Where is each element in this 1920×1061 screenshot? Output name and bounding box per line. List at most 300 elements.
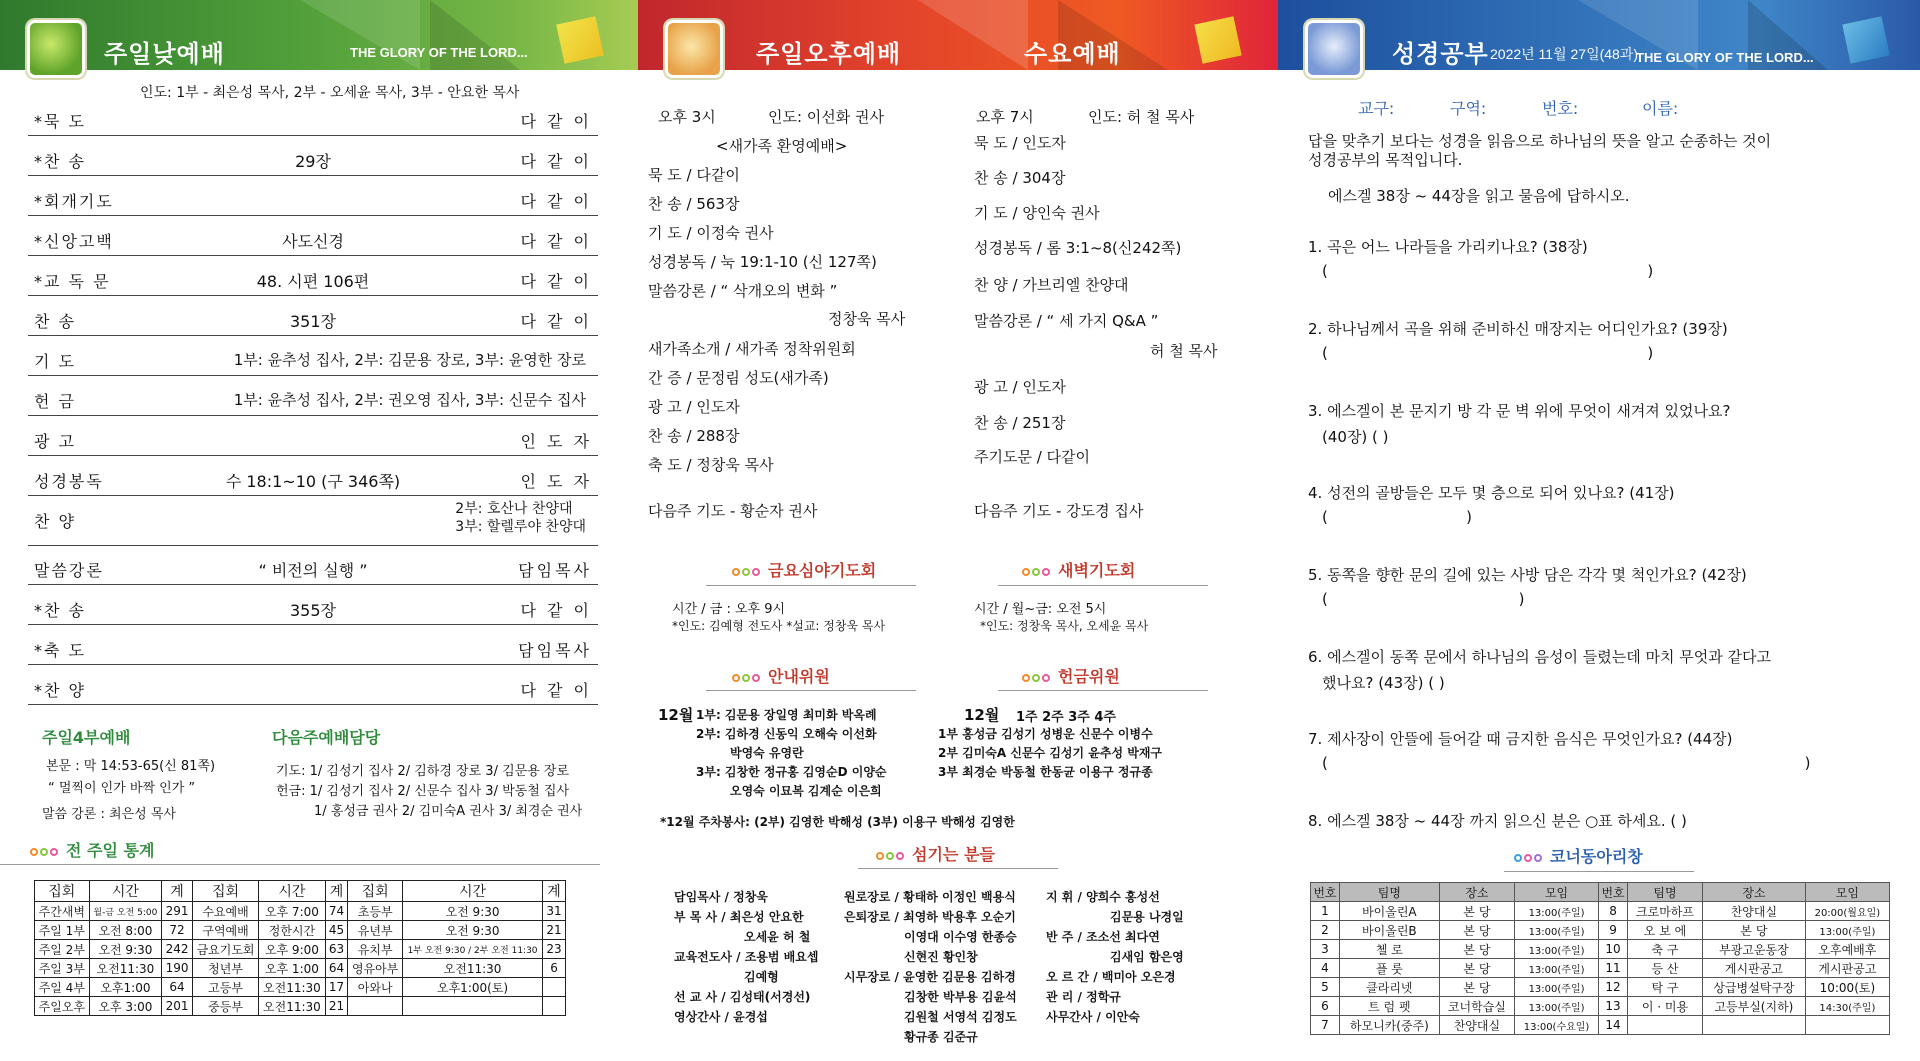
answer-blank: ( ) xyxy=(1322,262,1654,280)
servant-line: 김원철 서영석 김정도 xyxy=(904,1010,1017,1024)
stats-header: 시간 xyxy=(259,881,325,902)
club-cell: 13:00(주일) xyxy=(1514,997,1598,1016)
club-cell: 오 보 에 xyxy=(1627,921,1702,940)
wednesday-time: 오후 7시 xyxy=(976,108,1034,126)
table-row xyxy=(1311,997,1890,1016)
usher-line: 2부: 김하경 신동익 오해숙 이선화 xyxy=(696,727,877,741)
afternoon-header xyxy=(638,0,1278,70)
order-label: 광 고 xyxy=(34,432,76,451)
stats-cell: 64 xyxy=(162,978,193,997)
stats-header: 집회 xyxy=(192,881,258,902)
answer-blank: ( ) xyxy=(1322,508,1472,526)
instruction: 에스겔 38장 ~ 44장을 읽고 물음에 답하시오. xyxy=(1328,187,1630,205)
afternoon-wednesday-panel xyxy=(638,0,1278,1061)
usher-line: 3부: 김창한 정규홍 김영순D 이양순 xyxy=(696,765,887,779)
afternoon-item: 찬 송 / 288장 xyxy=(648,427,740,445)
table-row xyxy=(35,978,566,997)
wednesday-item: 주기도문 / 다같이 xyxy=(974,448,1091,466)
table-row xyxy=(35,997,566,1016)
order-label: 말씀강론 xyxy=(34,561,104,580)
next-week-line: 헌금: 1/ 김성기 집사 2/ 신문수 집사 3/ 박동철 집사 xyxy=(276,784,570,799)
stats-cell: 주간새벽 xyxy=(35,902,90,921)
dawn-line: 시간 / 월~금: 오전 5시 xyxy=(974,602,1107,617)
club-header: 번호 xyxy=(1311,883,1340,902)
servant-line: 부 목 사 / 최은성 안요한 xyxy=(674,910,804,924)
wednesday-item: 찬 송 / 304장 xyxy=(974,169,1066,187)
study-date: 2022년 11월 27일(48과) xyxy=(1490,46,1639,62)
servant-line: 영상간사 / 윤경섭 xyxy=(674,1010,768,1024)
order-right: 다 같 이 xyxy=(520,152,592,171)
question: 6. 에스겔이 동쪽 문에서 하나님의 음성이 들렸는데 마치 무엇과 같다고 xyxy=(1308,648,1771,666)
table-row xyxy=(35,959,566,978)
order-right: 담임목사 xyxy=(518,561,592,580)
stats-cell: 오전11:30 xyxy=(259,997,325,1016)
wednesday-leader: 인도: 허 철 목사 xyxy=(1088,108,1195,126)
order-label: *찬 송 xyxy=(34,152,86,171)
answer-blank: ( ) xyxy=(1322,590,1525,608)
sunday-morning-panel xyxy=(0,0,638,1061)
order-right: 다 같 이 xyxy=(520,192,592,211)
stats-cell: 오후1:00 xyxy=(89,978,162,997)
servant-line: 은퇴장로 / 최영하 박용후 오순기 xyxy=(844,910,1016,924)
stats-heading: 전 주일 통계 xyxy=(30,838,154,861)
order-detail: 48. 시편 106편 xyxy=(256,272,370,291)
stats-cell: 64 xyxy=(325,959,348,978)
dots-icon xyxy=(1022,561,1052,580)
next-week-line: 기도: 1/ 김성기 집사 2/ 김하경 장로 3/ 김문용 장로 xyxy=(276,764,570,779)
servant-line: 김예형 xyxy=(744,970,779,984)
wednesday-item: 말씀강론 / “ 세 가지 Q&A ” xyxy=(974,312,1159,330)
question: 8. 에스겔 38장 ~ 44장 까지 읽으신 분은 ○표 하세요. ( ) xyxy=(1308,812,1687,830)
club-cell: 본 당 xyxy=(1439,978,1514,997)
afternoon-item: 말씀강론 / “ 삭개오의 변화 ” xyxy=(648,282,838,300)
afternoon-leader: 인도: 이선화 권사 xyxy=(768,108,885,126)
stats-cell: 21 xyxy=(325,997,348,1016)
stats-cell: 오전 9:30 xyxy=(402,921,542,940)
order-label: 찬 송 xyxy=(34,312,76,331)
club-cell: 12 xyxy=(1599,978,1628,997)
table-row xyxy=(1311,921,1890,940)
stats-cell: 72 xyxy=(162,921,193,940)
decor-square xyxy=(1842,16,1889,63)
servant-line: 사무간사 / 이안숙 xyxy=(1046,1010,1140,1024)
club-header: 팀명 xyxy=(1627,883,1702,902)
afternoon-item: 성경봉독 / 눅 19:1-10 (신 127쪽) xyxy=(648,253,877,271)
sunday-morning-header xyxy=(0,0,638,70)
stats-cell xyxy=(348,997,403,1016)
club-cell: 13:00(주일) xyxy=(1514,959,1598,978)
stats-cell: 6 xyxy=(543,959,566,978)
stats-cell: 오전 9:30 xyxy=(89,940,162,959)
order-label: *교 독 문 xyxy=(34,272,111,291)
stats-cell: 190 xyxy=(162,959,193,978)
order-label: *찬 양 xyxy=(34,681,86,700)
order-label: *묵 도 xyxy=(34,112,86,131)
stats-cell: 오후1:00(토) xyxy=(402,978,542,997)
stats-cell: 유치부 xyxy=(348,940,403,959)
intro-line: 성경공부의 목적입니다. xyxy=(1308,151,1463,169)
stats-cell: 45 xyxy=(325,921,348,940)
afternoon-item: 정창욱 목사 xyxy=(828,310,906,328)
order-row xyxy=(28,218,598,256)
club-cell: 13 xyxy=(1599,997,1628,1016)
order-label: *축 도 xyxy=(34,641,86,660)
club-cell: 13:00(주일) xyxy=(1514,902,1598,921)
decor-square xyxy=(1194,16,1241,63)
servant-line: 지 휘 / 양희수 홍성선 xyxy=(1046,890,1160,904)
stats-cell: 주일오후 xyxy=(35,997,90,1016)
club-cell: 10:00(토) xyxy=(1805,978,1889,997)
fourth-service-line: “ 멀찍이 인가 바짝 인가 ” xyxy=(48,781,196,796)
question: 2. 하나님께서 곡을 위해 준비하신 매장지는 어디인가요? (39장) xyxy=(1308,320,1728,338)
order-label: *신앙고백 xyxy=(34,232,114,251)
stats-cell: 월-금 오전 5:00 xyxy=(89,902,162,921)
dawn-line: *인도: 정창욱 목사, 오세윤 목사 xyxy=(980,619,1149,633)
order-label: 헌 금 xyxy=(34,392,76,411)
dots-icon xyxy=(732,561,762,580)
stats-header: 계 xyxy=(325,881,348,902)
club-cell: 5 xyxy=(1311,978,1340,997)
leaf-icon xyxy=(27,20,85,78)
servant-line: 김문용 나경일 xyxy=(1110,910,1184,924)
answer-blank: (40장) ( ) xyxy=(1322,428,1389,446)
servant-line: 김창한 박부용 김윤석 xyxy=(904,990,1017,1004)
club-cell: 본 당 xyxy=(1703,921,1806,940)
dots-icon xyxy=(1514,847,1544,866)
usher-line: 박영숙 유영란 xyxy=(730,746,804,760)
afternoon-item: 간 증 / 문정림 성도(새가족) xyxy=(648,369,829,387)
stats-cell: 영유아부 xyxy=(348,959,403,978)
order-detail: “ 비전의 실행 ” xyxy=(258,561,368,580)
wednesday-item: 광 고 / 인도자 xyxy=(974,378,1066,396)
stats-cell: 수요예배 xyxy=(192,902,258,921)
club-cell: 상급병설탁구장 xyxy=(1703,978,1806,997)
table-row xyxy=(1311,978,1890,997)
order-right xyxy=(455,500,586,536)
club-cell: 바이올린A xyxy=(1339,902,1439,921)
ushers-month: 12월 xyxy=(658,706,694,724)
friday-heading: 금요심야기도회 xyxy=(732,558,876,581)
club-cell xyxy=(1703,1016,1806,1035)
order-label: *찬 송 xyxy=(34,601,86,620)
club-cell: 하모니카(중주) xyxy=(1339,1016,1439,1035)
stats-cell: 주일 2부 xyxy=(35,940,90,959)
club-cell: 축 구 xyxy=(1627,940,1702,959)
afternoon-item: 묵 도 / 다같이 xyxy=(648,166,740,184)
club-cell: 본 당 xyxy=(1439,921,1514,940)
tagline: THE GLORY OF THE LORD... xyxy=(1636,50,1814,65)
stats-header: 시간 xyxy=(89,881,162,902)
club-cell: 크로마하프 xyxy=(1627,902,1702,921)
dots-icon xyxy=(732,667,762,686)
stats-header: 계 xyxy=(162,881,193,902)
tagline: THE GLORY OF THE LORD... xyxy=(350,45,528,60)
stats-cell: 오후 3:00 xyxy=(89,997,162,1016)
club-cell: 13:00(수요일) xyxy=(1514,1016,1598,1035)
field-name: 이름: xyxy=(1642,99,1679,118)
club-header: 장소 xyxy=(1703,883,1806,902)
club-cell: 10 xyxy=(1599,940,1628,959)
order-row xyxy=(28,258,598,296)
club-cell: 첼 로 xyxy=(1339,940,1439,959)
field-parish: 교구: xyxy=(1358,99,1395,118)
club-cell: 13:00(주일) xyxy=(1514,978,1598,997)
club-cell: 플 룻 xyxy=(1339,959,1439,978)
answer-blank: ( ) xyxy=(1322,754,1811,772)
table-row xyxy=(35,940,566,959)
servant-line: 선 교 사 / 김성태(서경선) xyxy=(674,990,811,1004)
order-right: 다 같 이 xyxy=(520,681,592,700)
club-cell: 고등부실(지하) xyxy=(1703,997,1806,1016)
order-right: 담임목사 xyxy=(518,641,592,660)
fourth-service-line: 말씀 강론 : 최은성 목사 xyxy=(42,807,176,822)
order-label: *회개기도 xyxy=(34,192,114,211)
stats-cell: 오후 7:00 xyxy=(259,902,325,921)
club-cell: 13:00(주일) xyxy=(1514,921,1598,940)
question: 7. 제사장이 안뜰에 들어갈 때 금지한 음식은 무엇인가요? (44장) xyxy=(1308,730,1733,748)
stats-header: 집회 xyxy=(35,881,90,902)
order-label: 성경봉독 xyxy=(34,472,104,491)
order-right: 다 같 이 xyxy=(520,601,592,620)
afternoon-subtitle: <새가족 환영예배> xyxy=(716,137,848,155)
stats-cell: 1부 오전 9:30 / 2부 오전 11:30 xyxy=(402,940,542,959)
club-cell: 3 xyxy=(1311,940,1340,959)
wednesday-item: 기 도 / 양인숙 권사 xyxy=(974,204,1100,222)
servant-line: 시무장로 / 윤영한 김문용 김하경 xyxy=(844,970,1016,984)
order-right: 다 같 이 xyxy=(520,112,592,131)
afternoon-item: 축 도 / 정창욱 목사 xyxy=(648,456,774,474)
stats-cell: 오후 1:00 xyxy=(259,959,325,978)
stats-cell: 청년부 xyxy=(192,959,258,978)
stats-cell xyxy=(543,997,566,1016)
club-cell: 2 xyxy=(1311,921,1340,940)
wednesday-title: 수요예배 xyxy=(1024,40,1121,68)
club-heading: 코너동아리창 xyxy=(1514,844,1643,867)
order-right: 1부: 윤추성 집사, 2부: 김문용 장로, 3부: 윤영한 장로 xyxy=(233,351,586,369)
order-right: 인 도 자 xyxy=(520,432,592,451)
stats-cell: 고등부 xyxy=(192,978,258,997)
order-row xyxy=(28,667,598,705)
club-cell: 탁 구 xyxy=(1627,978,1702,997)
order-right: 다 같 이 xyxy=(520,312,592,331)
club-cell: 찬양대실 xyxy=(1439,1016,1514,1035)
ushers-heading: 안내위원 xyxy=(732,664,830,687)
club-cell: 본 당 xyxy=(1439,902,1514,921)
friday-line: 시간 / 금 : 오후 9시 xyxy=(672,602,786,617)
stats-cell: 63 xyxy=(325,940,348,959)
order-detail: 355장 xyxy=(290,601,336,620)
club-cell: 부광고운동장 xyxy=(1703,940,1806,959)
order-detail: 351장 xyxy=(290,312,336,331)
servant-line: 신현진 황인창 xyxy=(904,950,978,964)
dots-icon xyxy=(1022,667,1052,686)
order-row xyxy=(28,98,598,136)
servant-line: 담임목사 / 정창욱 xyxy=(674,890,768,904)
club-cell: 20:00(월요일) xyxy=(1805,902,1889,921)
stats-cell: 유년부 xyxy=(348,921,403,940)
order-row xyxy=(28,378,598,416)
dots-icon xyxy=(876,845,906,864)
flower-icon xyxy=(665,20,723,78)
club-cell: 게시판공고 xyxy=(1805,959,1889,978)
order-right-line: 2부: 호산나 찬양대 xyxy=(455,501,573,517)
stats-cell: 오전 8:00 xyxy=(89,921,162,940)
club-cell: 13:00(주일) xyxy=(1805,921,1889,940)
club-cell: 1 xyxy=(1311,902,1340,921)
wednesday-item: 찬 양 / 가브리엘 찬양대 xyxy=(974,276,1129,294)
order-row xyxy=(28,138,598,176)
stats-cell: 31 xyxy=(543,902,566,921)
order-label: 기 도 xyxy=(34,352,76,371)
stats-cell: 주일 1부 xyxy=(35,921,90,940)
table-row xyxy=(1311,902,1890,921)
wednesday-item: 찬 송 / 251장 xyxy=(974,414,1066,432)
order-row xyxy=(28,587,598,625)
order-label: 찬 양 xyxy=(34,512,76,531)
servant-line: 원로장로 / 황태하 이정인 백용식 xyxy=(844,890,1016,904)
club-cell: 9 xyxy=(1599,921,1628,940)
dots-icon xyxy=(30,841,60,860)
afternoon-item: 광 고 / 인도자 xyxy=(648,398,740,416)
question: 4. 성전의 골방들은 모두 몇 층으로 되어 있나요? (41장) xyxy=(1308,484,1675,502)
stats-cell xyxy=(402,997,542,1016)
club-cell: 바이올린B xyxy=(1339,921,1439,940)
order-row xyxy=(28,338,598,376)
order-detail: 수 18:1~10 (구 346쪽) xyxy=(225,472,401,491)
field-district: 구역: xyxy=(1450,99,1487,118)
field-number: 번호: xyxy=(1542,99,1579,118)
club-cell: 찬양대실 xyxy=(1703,902,1806,921)
servant-line: 오 르 간 / 백미아 오은경 xyxy=(1046,970,1176,984)
bible-study-panel xyxy=(1278,0,1920,1061)
stats-cell: 오후 9:00 xyxy=(259,940,325,959)
servant-line: 황규종 김준규 xyxy=(904,1030,978,1044)
order-right: 다 같 이 xyxy=(520,232,592,251)
club-table xyxy=(1310,882,1890,1035)
club-cell: 14 xyxy=(1599,1016,1628,1035)
order-detail: 사도신경 xyxy=(282,232,344,251)
usher-line: 오영숙 이묘복 김계순 이은희 xyxy=(730,784,882,798)
order-row xyxy=(28,178,598,216)
club-cell: 본 당 xyxy=(1439,959,1514,978)
stats-cell: 중등부 xyxy=(192,997,258,1016)
stats-cell: 구역예배 xyxy=(192,921,258,940)
next-week-line: 1/ 홍성금 권사 2/ 김미숙A 권사 3/ 최경순 권사 xyxy=(314,804,583,819)
table-row xyxy=(35,921,566,940)
order-row xyxy=(28,458,598,496)
stats-cell: 201 xyxy=(162,997,193,1016)
bible-study-title: 성경공부 xyxy=(1392,40,1489,68)
club-cell: 11 xyxy=(1599,959,1628,978)
stats-cell: 242 xyxy=(162,940,193,959)
stats-header: 시간 xyxy=(402,881,542,902)
afternoon-item: 찬 송 / 563장 xyxy=(648,195,740,213)
afternoon-title: 주일오후예배 xyxy=(756,40,902,68)
order-row xyxy=(28,298,598,336)
stats-cell: 주일 3부 xyxy=(35,959,90,978)
wednesday-next-prayer: 다음주 기도 - 강도경 집사 xyxy=(974,502,1144,520)
stats-cell: 17 xyxy=(325,978,348,997)
stats-table xyxy=(34,880,566,1016)
servant-line: 김새임 함은영 xyxy=(1110,950,1184,964)
afternoon-next-prayer: 다음주 기도 - 황순자 권사 xyxy=(648,502,818,520)
order-detail: 29장 xyxy=(295,152,331,171)
club-cell: 클라리넷 xyxy=(1339,978,1439,997)
club-cell: 트 럼 펫 xyxy=(1339,997,1439,1016)
afternoon-item: 기 도 / 이정숙 권사 xyxy=(648,224,774,242)
stats-cell: 오전11:30 xyxy=(259,978,325,997)
wednesday-item: 묵 도 / 인도자 xyxy=(974,134,1066,152)
order-row xyxy=(28,627,598,665)
order-row xyxy=(28,418,598,456)
club-cell xyxy=(1627,1016,1702,1035)
order-row xyxy=(28,547,598,585)
servants-heading: 섬기는 분들 xyxy=(876,842,995,865)
offering-line: 2부 김미숙A 신문수 김성기 윤추성 박재구 xyxy=(938,746,1162,760)
club-header: 장소 xyxy=(1439,883,1514,902)
answer-blank: ( ) xyxy=(1322,344,1654,362)
question: 3. 에스겔이 본 문지기 방 각 문 벽 위에 무엇이 새겨져 있었나요? xyxy=(1308,402,1731,420)
page-title: 주일낮예배 xyxy=(104,40,225,68)
parking-note: *12월 주차봉사: (2부) 김영한 박해성 (3부) 이용구 박해성 김영한 xyxy=(660,815,1015,829)
order-row xyxy=(28,498,598,546)
question: 5. 동쪽을 향한 문의 길에 있는 사방 담은 각각 몇 척인가요? (42장) xyxy=(1308,566,1747,584)
order-right: 인 도 자 xyxy=(520,472,592,491)
offering-line: 1부 홍성금 김성기 성병운 신문수 이병수 xyxy=(938,727,1153,741)
club-cell: 오후예배후 xyxy=(1805,940,1889,959)
fourth-service-line: 본문 : 막 14:53-65(신 81쪽) xyxy=(46,759,216,774)
club-header: 번호 xyxy=(1599,883,1628,902)
afternoon-time: 오후 3시 xyxy=(658,108,716,126)
table-row xyxy=(35,902,566,921)
stats-cell: 291 xyxy=(162,902,193,921)
club-cell: 13:00(주일) xyxy=(1514,940,1598,959)
fourth-service-heading: 주일4부예배 xyxy=(42,728,131,747)
stats-cell: 오전11:30 xyxy=(402,959,542,978)
club-cell: 등 산 xyxy=(1627,959,1702,978)
dawn-heading: 새벽기도회 xyxy=(1022,558,1135,581)
table-row xyxy=(1311,959,1890,978)
club-cell: 코너학습실 xyxy=(1439,997,1514,1016)
servant-line: 반 주 / 조소선 최다연 xyxy=(1046,930,1160,944)
intro-line: 답을 맞추기 보다는 성경을 읽음으로 하나님의 뜻을 알고 순종하는 것이 xyxy=(1308,132,1772,150)
club-cell: 8 xyxy=(1599,902,1628,921)
afternoon-item: 새가족소개 / 새가족 정착위원회 xyxy=(648,340,856,358)
wednesday-item: 허 철 목사 xyxy=(1150,342,1218,360)
offering-month: 12월 xyxy=(964,706,1000,724)
offering-line: 3부 최경순 박동철 한동균 이용구 정규종 xyxy=(938,765,1153,779)
table-row xyxy=(1311,940,1890,959)
stats-cell: 21 xyxy=(543,921,566,940)
club-header: 모임 xyxy=(1514,883,1598,902)
club-header: 팀명 xyxy=(1339,883,1439,902)
stats-header: 계 xyxy=(543,881,566,902)
friday-line: *인도: 김예형 전도사 *설교: 정창욱 목사 xyxy=(672,619,886,633)
usher-line: 1부: 김문용 장일영 최미화 박옥례 xyxy=(696,708,877,722)
club-cell: 본 당 xyxy=(1439,940,1514,959)
leaders-line: 인도: 1부 - 최은성 목사, 2부 - 오세윤 목사, 3부 - 안요한 목사 xyxy=(140,85,520,101)
servant-line: 이영대 이수영 한종승 xyxy=(904,930,1017,944)
club-cell: 6 xyxy=(1311,997,1340,1016)
flower-icon xyxy=(1305,20,1363,78)
stats-cell: 74 xyxy=(325,902,348,921)
servant-line: 교육전도사 / 조용범 배요셉 xyxy=(674,950,819,964)
stats-cell xyxy=(543,978,566,997)
order-right-line: 3부: 할렐루야 찬양대 xyxy=(455,519,586,535)
stats-cell: 오전 9:30 xyxy=(402,902,542,921)
club-cell: 14:30(주일) xyxy=(1805,997,1889,1016)
table-row xyxy=(1311,1016,1890,1035)
